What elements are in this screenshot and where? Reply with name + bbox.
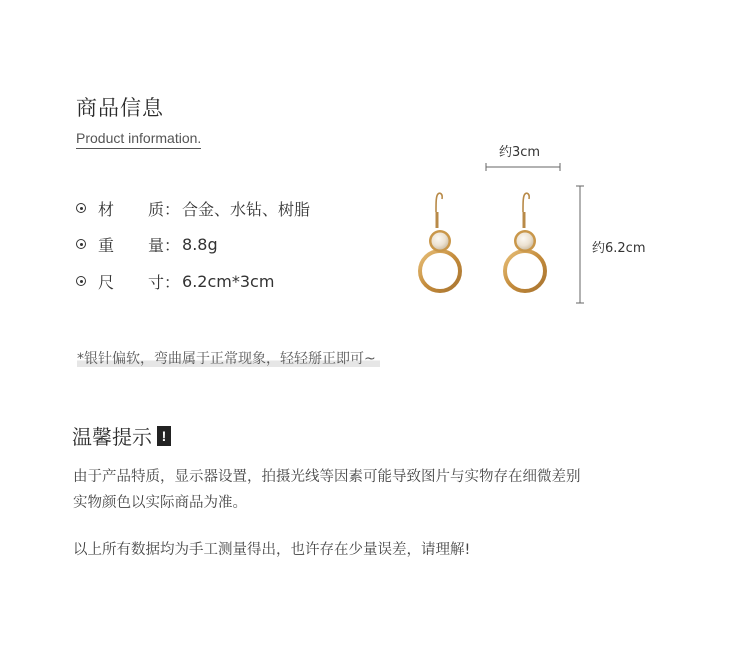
spec-row-material [76, 196, 310, 220]
care-note: *银针偏软，弯曲属于正常现象，轻轻掰正即可~ [77, 348, 380, 368]
spec-row-size [76, 269, 274, 293]
tips-line: 以上所有数据均为手工测量得出，也许存在少量误差，请理解! [73, 542, 471, 558]
alert-icon: ! [157, 426, 171, 446]
spec-row-weight [76, 232, 218, 256]
spec-value: 合金、水钻、树脂 [182, 199, 311, 219]
spec-colon: ： [164, 272, 181, 292]
spec-value: 8.8g [182, 234, 218, 254]
bullet-icon [76, 203, 86, 213]
bullet-icon [76, 239, 86, 249]
spec-label: 材质 [98, 199, 164, 219]
section-subtitle: Product information. [76, 130, 201, 149]
earrings-image [400, 150, 590, 310]
spec-value: 6.2cm*3cm [182, 271, 275, 291]
spec-label: 重量 [98, 235, 164, 255]
width-dimension-label: 约3cm [499, 145, 541, 160]
right-earring [505, 193, 545, 291]
left-earring [420, 193, 460, 291]
height-dimension-label: 约6.2cm [592, 241, 646, 256]
tips-line: 实物颜色以实际商品为准。 [73, 495, 247, 511]
tips-line: 由于产品特质，显示器设置，拍摄光线等因素可能导致图片与实物存在细微差别 [73, 469, 581, 485]
tips-title-text: 温馨提示 [72, 425, 152, 449]
spec-colon: ： [164, 235, 181, 255]
bullet-icon [76, 276, 86, 286]
section-title: 商品信息 [76, 96, 164, 120]
spec-label: 尺寸 [98, 272, 164, 292]
width-dimension-line [486, 163, 560, 171]
height-dimension-line [576, 186, 584, 303]
tips-title [72, 421, 171, 450]
spec-colon: ： [164, 199, 181, 219]
